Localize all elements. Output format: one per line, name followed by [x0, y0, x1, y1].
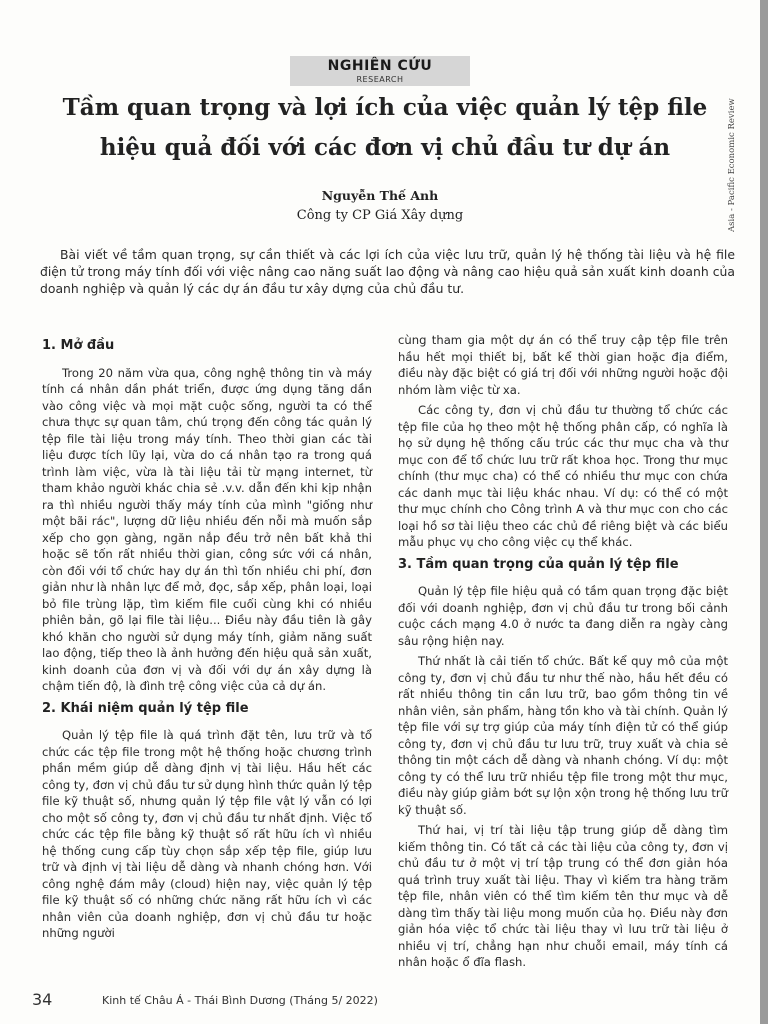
paragraph-first-benefit: Thứ nhất là cải tiến tổ chức. Bất kể quy mô của một công ty, đơn vị chủ đầu tư như thế nào, hầu hết đều có rất nhiều thông tin cần lưu trữ, bao gồm thông tin về nhân viên, sản phẩm, hàng tồn kho và tài chính. Quản lý tệp file với sự trợ giúp của máy tính điện tử có thể giúp công ty, đơn vị chủ đầu tư lưu trữ, truy xuất và chia sẻ thông tin một cách dễ dàng và nhanh chóng. Ví dụ: một công ty có thể lưu trữ nhiều tệp file trong một thư mục, điều này giúp giảm bớt sự lộn xộn trong hệ thống lưu trữ kỹ thuật số.: [398, 654, 728, 817]
footer-journal: Kinh tế Châu Á - Thái Bình Dương (Tháng 5/ 2022): [102, 994, 378, 1007]
author-affiliation: Công ty CP Giá Xây dựng: [296, 208, 464, 223]
section-sublabel: RESEARCH: [356, 75, 404, 84]
paragraph-continued: cùng tham gia một dự án có thể truy cập tệp file trên hầu hết mọi thiết bị, bất kể thời gian hoặc địa điểm, điều này đặc biệt có giá trị đối với những người hoặc đội nhóm làm việc từ xa.: [398, 333, 728, 397]
right-column: [398, 332, 728, 975]
paragraph-introduction: Trong 20 năm vừa qua, công nghệ thông tin và máy tính cá nhân dần phát triển, được ứng dụng tăng dần vào công việc và mọi mặt cuộc sống, người ta có thể chưa thực sự quan tâm, chú trọng đến công tác quản lý tệp file tài liệu trong máy tính. Theo thời gian các tài liệu được tích lũy lại, vừa do cá nhân tạo ra trong quá trình làm việc, vừa là tài liệu tải từ mạng internet, từ tham khảo người khác chia sẻ .v.v. dẫn đến khi kịp nhận ra thì nhiều người thấy máy tính của mình "giống như một bãi rác", lượng dữ liệu nhiều đến nỗi mà muốn sắp xếp cho gọn gàng, ngăn nắp đều trở nên bất khả thi hoặc sẽ tốn rất nhiều thời gian, công sức với cá nhân, còn đối với tổ chức hay dự án thì tốn nhiều chi phí, đơn giản như là nhân lực để mở, đọc, sắp xếp, phân loại, loại bỏ file trùng lặp, tìm kiếm file cuối cùng khi có nhiều phiên bản, gõ lại file tài liệu... Điều này đầu tiên là gây khó khăn cho người sử dụng máy tính, giảm năng suất lao động, tiếp theo là ảnh hưởng đến hiệu quả sản xuất, kinh doanh của đơn vị và đối với dự án xây dựng là chậm tiến độ, là đình trệ công việc của cả dự án.: [42, 365, 372, 693]
page-number: 34: [32, 990, 53, 1009]
paragraph-importance: Quản lý tệp file hiệu quả có tầm quan trọng đặc biệt đối với doanh nghiệp, đơn vị chủ đầu tư trong bối cảnh cuộc cách mạng 4.0 ở nước ta đang diễn ra ngày càng sâu rộng hiện nay.: [398, 584, 728, 648]
page-footer: [30, 990, 730, 1012]
heading-importance: 3. Tầm quan trọng của quản lý tệp file: [398, 556, 679, 572]
left-column: [42, 332, 372, 946]
author-name: Nguyễn Thế Anh: [321, 188, 439, 203]
article-title: Tầm quan trọng và lợi ích của việc quản lý tệp file hiệu quả đối với các đơn vị chủ đầu tư dự án: [62, 94, 708, 161]
side-journal-name: Asia - Pacific Economic Review: [727, 98, 737, 232]
section-banner: [290, 56, 470, 86]
heading-introduction: 1. Mở đầu: [42, 338, 115, 353]
section-label: NGHIÊN CỨU: [327, 58, 433, 74]
paragraph-concept: Quản lý tệp file là quá trình đặt tên, lưu trữ và tổ chức các tệp file trong một hệ thống hoặc chương trình phần mềm giúp dễ dàng định vị tài liệu. Hầu hết các công ty, đơn vị chủ đầu tư sử dụng hình thức quản lý tệp file kỹ thuật số, nhưng quản lý tệp file vật lý vẫn có lợi cho một số công ty, đơn vị chủ đầu tư nhất định. Việc tổ chức các tệp file bằng kỹ thuật số rất hữu ích vì nhiều hệ thống cung cấp tùy chọn sắp xếp tệp file, giúp lưu trữ và định vị tài liệu dễ dàng và nhanh chóng hơn. Với công nghệ đám mây (cloud) hiện nay, việc quản lý tệp file kỹ thuật số có những chức năng rất hữu ích vì các nhân viên của doanh nghiệp, đơn vị chủ đầu tư hoặc những người: [42, 728, 372, 940]
heading-concept: 2. Khái niệm quản lý tệp file: [42, 700, 249, 716]
paragraph-folder-structure: Các công ty, đơn vị chủ đầu tư thường tổ chức các tệp file của họ theo một hệ thống phân cấp, có nghĩa là họ sử dụng hệ thống cấu trúc các thư mục cha và thư mục con để tổ chức lưu trữ rất khoa học. Trong thư mục chính (thư mục cha) có thể có nhiều thư mục con chứa các danh mục tài liệu khác nhau. Ví dụ: có thể có một thư mục chính cho Công trình A và thư mục con cho các loại hồ sơ tài liệu theo các chủ đề riêng biệt và các biểu mẫu phục vụ cho công việc cụ thể khác.: [398, 403, 728, 549]
paragraph-second-benefit: Thứ hai, vị trí tài liệu tập trung giúp dễ dàng tìm kiếm thông tin. Có tất cả các tài liệu của công ty, đơn vị chủ đầu tư ở một vị trí tập trung có thể đơn giản hóa quá trình truy xuất tài liệu. Thay vì kiếm tra hàng trăm tệp file, nhân viên có thể tìm kiếm tên thư mục và dễ dàng tìm thấy tài liệu mong muốn của họ. Điều này đơn giản hóa việc tổ chức tài liệu thay vì lưu trữ tài liệu ở nhiều vị trí, chẳng hạn như chuỗi email, máy tính cá nhân hoặc ổ đĩa flash.: [398, 823, 728, 969]
abstract: Bài viết về tầm quan trọng, sự cần thiết và các lợi ích của việc lưu trữ, quản lý hệ thống tài liệu và hệ file điện tử trong máy tính đối với việc nâng cao năng suất lao động và nâng cao hiệu quả sản xuất kinh doanh của doanh nghiệp và quản lý các dự án đầu tư xây dựng của chủ đầu tư.: [40, 247, 735, 297]
